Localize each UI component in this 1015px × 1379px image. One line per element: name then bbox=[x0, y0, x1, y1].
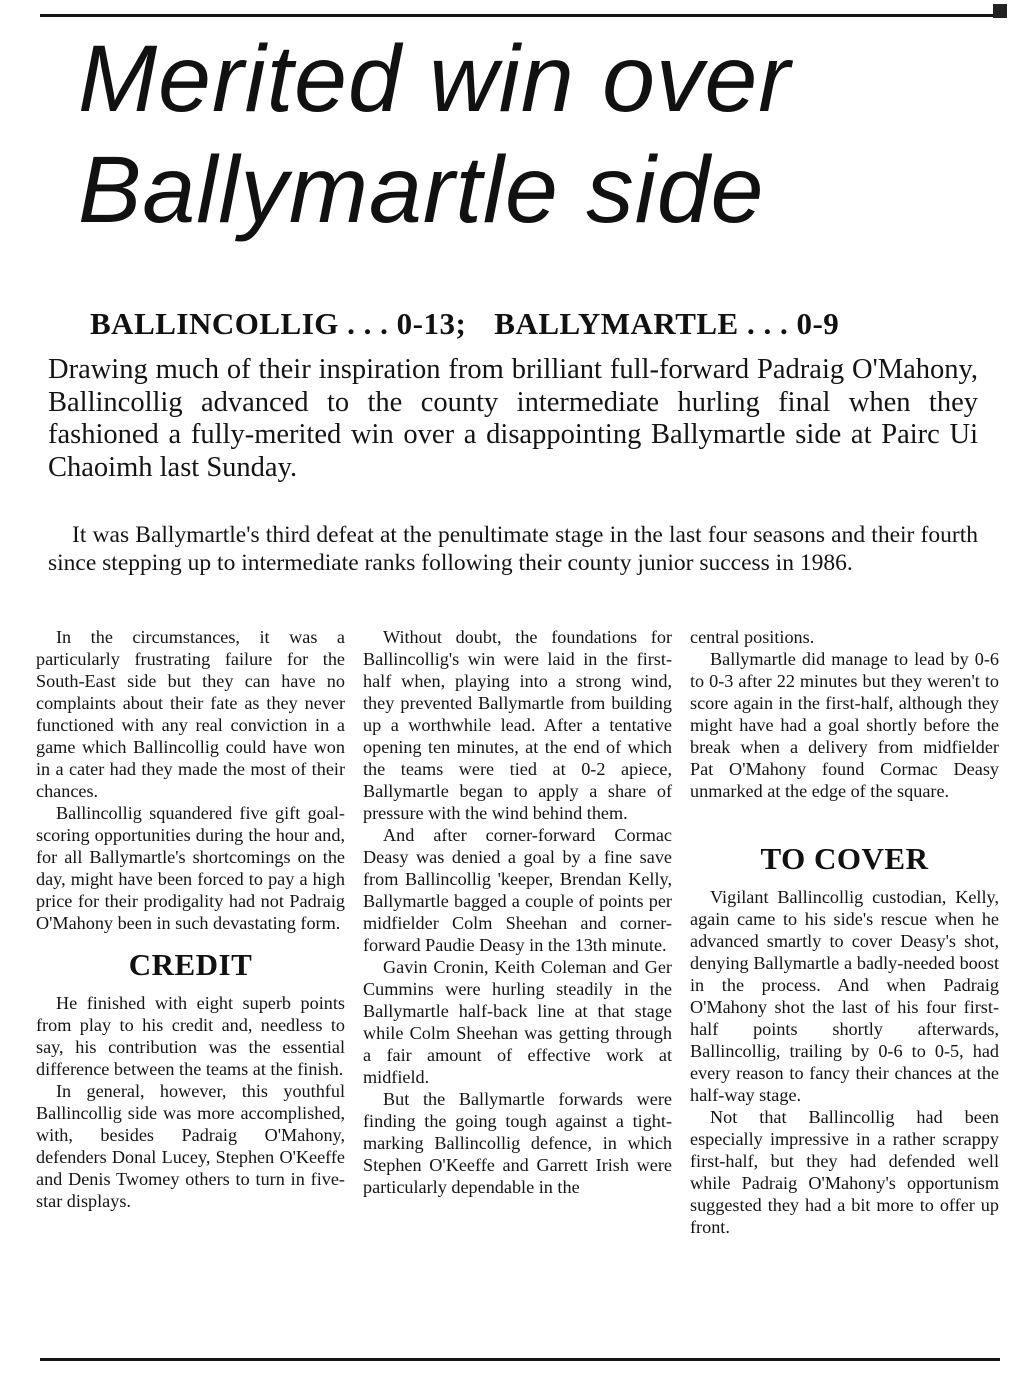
col3-paragraph-1: Ballymartle did manage to lead by 0-6 to 0-3 after 22 minutes but they weren't to score again in the first-half, although they might have had a goal shortly before the break when a delivery from midfielder Pat O'Mahony found Cormac Deasy unmarked at the edge of the square. bbox=[690, 649, 999, 801]
col2-paragraph-3: Gavin Cronin, Keith Coleman and Ger Cummins were hurling steadily in the Ballymartle half-back line at that stage while Colm Sheehan was getting through a fair amount of effective work at midfield. bbox=[363, 957, 672, 1087]
col3-paragraph-2: Vigilant Ballincollig custodian, Kelly, again came to his side's rescue when he advanced smartly to cover Deasy's shot, denying Ballymartle a badly-needed boost in the process. And when Padraig O'Mahony shot the last of his four first-half points shortly afterwards, Ballincollig, trailing by 0-6 to 0-5, had every reason to fancy their chances at the half-way stage. bbox=[690, 887, 999, 1105]
column-3 bbox=[690, 626, 999, 1238]
col1-paragraph-1: In the circumstances, it was a particularly frustrating failure for the South-East side but they can have no complaints about their fate as they never functioned with any real conviction in a game which Ballincollig could have won in a cater had they made the most of their chances. bbox=[36, 627, 345, 801]
col2-paragraph-4: But the Ballymartle forwards were finding the going tough against a tight-marking Ballincollig defence, in which Stephen O'Keeffe and Garrett Irish were particularly dependable in the bbox=[363, 1089, 672, 1197]
col3-continuation: central positions. bbox=[690, 627, 815, 647]
column-1 bbox=[36, 626, 345, 1212]
second-paragraph: It was Ballymartle's third defeat at the penultimate stage in the last four seasons and their fourth since stepping up to intermediate ranks following their county junior success in 1986. bbox=[48, 522, 978, 576]
bottom-rule bbox=[40, 1358, 1000, 1361]
column-2 bbox=[363, 626, 672, 1198]
headline bbox=[78, 24, 978, 246]
lead-paragraph: Drawing much of their inspiration from brilliant full-forward Padraig O'Mahony, Ballincollig advanced to the county intermediate hurling final when they fashioned a fully-merited win over a disappointing Ballymartle side at Pairc Ui Chaoimh last Sunday. bbox=[48, 354, 978, 483]
col3-paragraph-3: Not that Ballincollig had been especially impressive in a rather scrappy first-half, but they had defended well while Padraig O'Mahony's opportunism suggested they had a bit more to offer up front. bbox=[690, 1107, 999, 1237]
col1-paragraph-4: In general, however, this youthful Ballincollig side was more accomplished, with, besides Padraig O'Mahony, defenders Donal Lucey, Stephen O'Keeffe and Denis Twomey others to turn in five-star displays. bbox=[36, 1081, 345, 1211]
subhead-to-cover: TO COVER bbox=[760, 841, 929, 876]
headline-line-2: Ballymartle side bbox=[78, 137, 765, 243]
score-home: BALLINCOLLIG . . . 0-13; bbox=[90, 306, 467, 341]
headline-line-1: Merited win over bbox=[78, 26, 791, 132]
col2-paragraph-2: And after corner-forward Cormac Deasy was denied a goal by a fine save from Ballincollig 'keeper, Brendan Kelly, Ballymartle bagged a couple of points per midfielder Colm Sheehan and corner-forward Paudie Deasy in the 13th minute. bbox=[363, 825, 672, 955]
scoreline bbox=[90, 306, 970, 342]
subhead-credit: CREDIT bbox=[128, 947, 253, 982]
col1-paragraph-2: Ballincollig squandered five gift goal-scoring opportunities during the hour and, for all Ballymartle's shortcomings on the day, might have been forced to pay a high price for their prodigality had not Padraig O'Mahony been in such devastating form. bbox=[36, 803, 345, 933]
col1-paragraph-3: He finished with eight superb points from play to his credit and, needless to say, his contribution was the essential difference between the teams at the finish. bbox=[36, 993, 345, 1079]
top-rule bbox=[40, 14, 1000, 17]
score-away: BALLYMARTLE . . . 0-9 bbox=[494, 306, 840, 341]
corner-mark bbox=[993, 4, 1007, 18]
col2-paragraph-1: Without doubt, the foundations for Ballincollig's win were laid in the first-half when, playing into a strong wind, they prevented Ballymartle from building up a worthwhile lead. After a tentative opening ten minutes, at the end of which the teams were tied at 0-2 apiece, Ballymartle began to apply a share of pressure with the wind behind them. bbox=[363, 627, 672, 823]
